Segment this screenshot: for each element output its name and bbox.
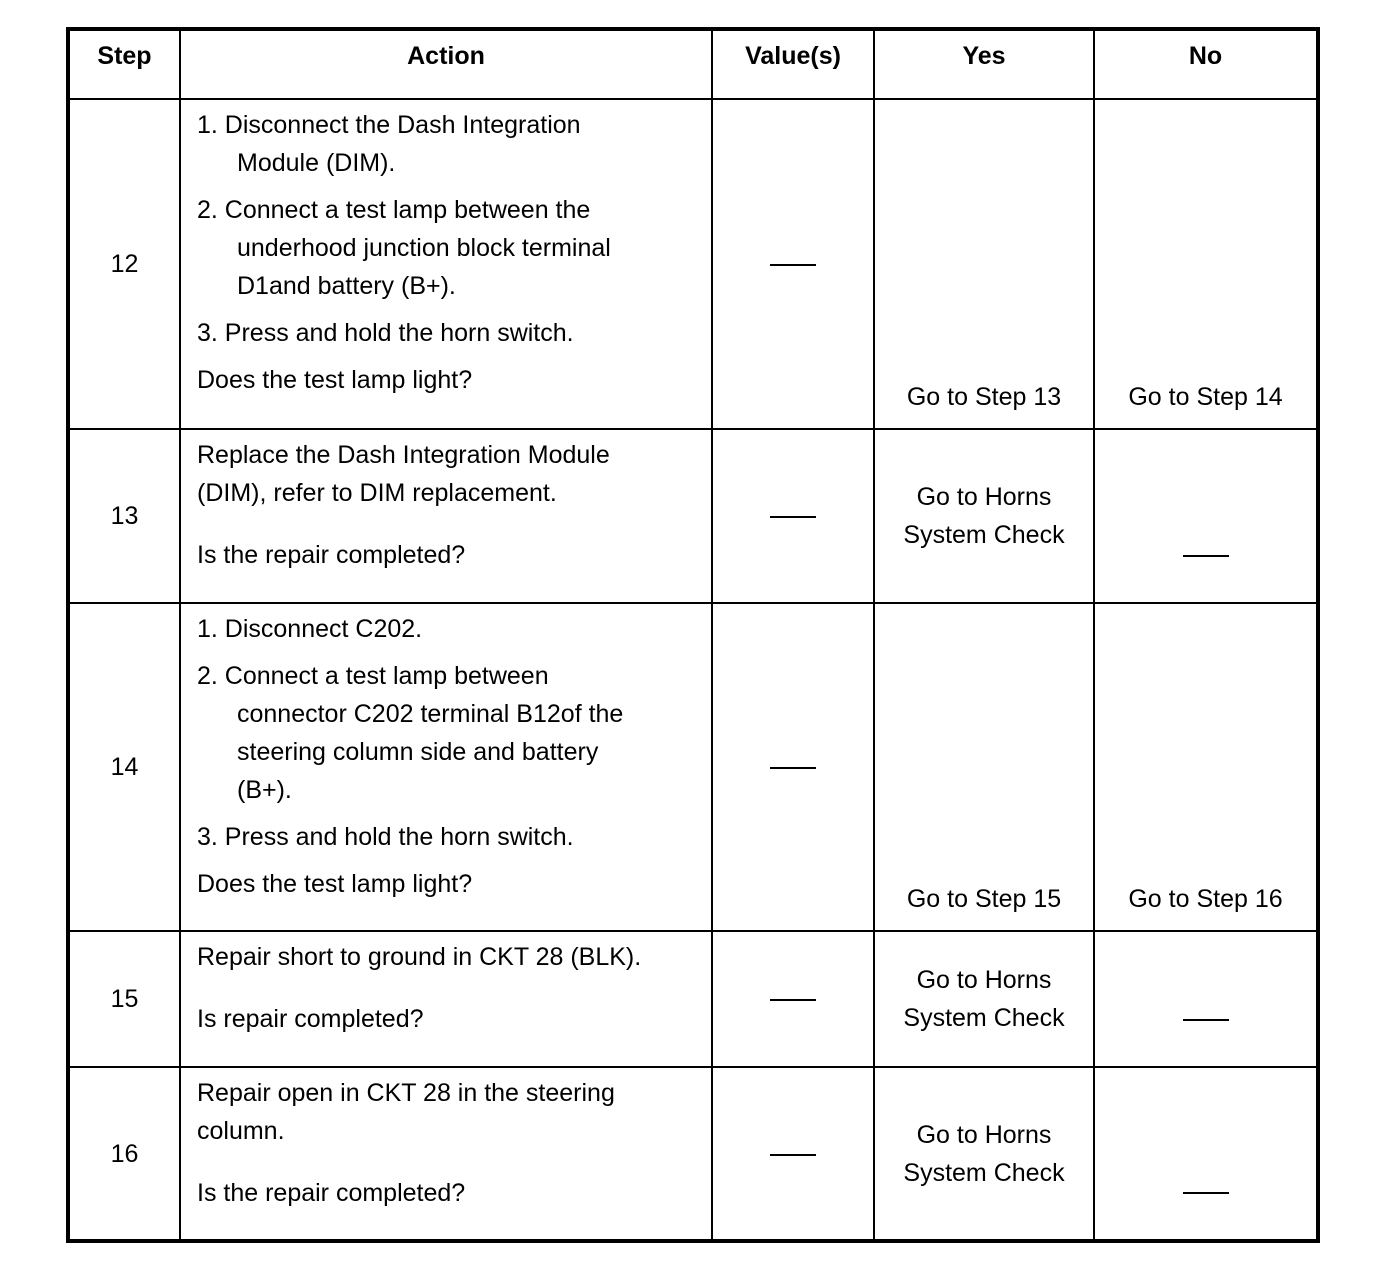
action-line: (B+). xyxy=(237,776,292,804)
step-number: 13 xyxy=(68,429,180,603)
yes-line: System Check xyxy=(903,521,1065,549)
empty-dash xyxy=(770,1154,816,1156)
action-cell xyxy=(180,429,712,603)
yes-line: Go to Horns xyxy=(916,1120,1052,1149)
action-line: 1. Disconnect C202. xyxy=(197,615,423,643)
no-cell xyxy=(1094,429,1318,603)
action-line: 1. Disconnect the Dash Integration xyxy=(197,111,581,139)
header-yes: Yes xyxy=(874,29,1094,99)
empty-dash xyxy=(770,767,816,769)
header-row xyxy=(68,29,1318,99)
yes-cell: Go to Step 15 xyxy=(874,603,1094,931)
step-number: 12 xyxy=(68,99,180,429)
yes-line: Go to Horns xyxy=(916,966,1052,994)
action-line: Replace the Dash Integration Module xyxy=(197,441,610,469)
action-question: Is repair completed? xyxy=(197,1005,424,1033)
empty-dash xyxy=(1183,555,1229,557)
yes-line: System Check xyxy=(903,1158,1065,1187)
table-row xyxy=(68,931,1318,1067)
value-cell xyxy=(712,603,874,931)
yes-cell: Go to Step 13 xyxy=(874,99,1094,429)
value-cell xyxy=(712,99,874,429)
action-line: 3. Press and hold the horn switch. xyxy=(197,319,574,347)
step-number: 15 xyxy=(68,931,180,1067)
empty-dash xyxy=(770,999,816,1001)
table-row xyxy=(68,429,1318,603)
action-question: Is the repair completed? xyxy=(197,541,466,569)
header-step: Step xyxy=(68,29,180,99)
diagnostic-table xyxy=(66,27,1320,1243)
value-cell xyxy=(712,1067,874,1241)
step-number: 16 xyxy=(68,1067,180,1241)
yes-line: System Check xyxy=(903,1004,1065,1032)
step-number: 14 xyxy=(68,603,180,931)
value-cell xyxy=(712,931,874,1067)
empty-dash xyxy=(1183,1019,1229,1021)
action-cell xyxy=(180,931,712,1067)
empty-dash xyxy=(770,516,816,518)
action-line: 2. Connect a test lamp between xyxy=(197,662,549,690)
action-cell xyxy=(180,603,712,931)
header-action: Action xyxy=(180,29,712,99)
no-cell xyxy=(1094,1067,1318,1241)
yes-cell xyxy=(874,1067,1094,1241)
no-cell: Go to Step 16 xyxy=(1094,603,1318,931)
action-line: underhood junction block terminal xyxy=(237,234,611,262)
empty-dash xyxy=(1183,1192,1229,1194)
header-values: Value(s) xyxy=(712,29,874,99)
action-line: (DIM), refer to DIM replacement. xyxy=(197,479,557,507)
action-line: Repair open in CKT 28 in the steering xyxy=(197,1079,615,1107)
no-cell: Go to Step 14 xyxy=(1094,99,1318,429)
no-cell xyxy=(1094,931,1318,1067)
table-row xyxy=(68,1067,1318,1241)
action-cell xyxy=(180,1067,712,1241)
action-line: column. xyxy=(197,1117,285,1145)
action-question: Does the test lamp light? xyxy=(197,870,473,898)
yes-cell xyxy=(874,931,1094,1067)
value-cell xyxy=(712,429,874,603)
empty-dash xyxy=(770,264,816,266)
table-row xyxy=(68,99,1318,429)
header-no: No xyxy=(1094,29,1318,99)
action-line: 3. Press and hold the horn switch. xyxy=(197,823,574,851)
action-question: Is the repair completed? xyxy=(197,1179,466,1207)
yes-line: Go to Horns xyxy=(916,483,1052,511)
action-line: Module (DIM). xyxy=(237,149,396,177)
action-question: Does the test lamp light? xyxy=(197,366,473,394)
action-line: D1and battery (B+). xyxy=(237,272,456,300)
action-line: Repair short to ground in CKT 28 (BLK). xyxy=(197,943,642,971)
table-row xyxy=(68,603,1318,931)
action-line: 2. Connect a test lamp between the xyxy=(197,196,591,224)
action-line: steering column side and battery xyxy=(237,738,599,766)
action-cell xyxy=(180,99,712,429)
yes-cell xyxy=(874,429,1094,603)
action-line: connector C202 terminal B12of the xyxy=(237,700,624,728)
